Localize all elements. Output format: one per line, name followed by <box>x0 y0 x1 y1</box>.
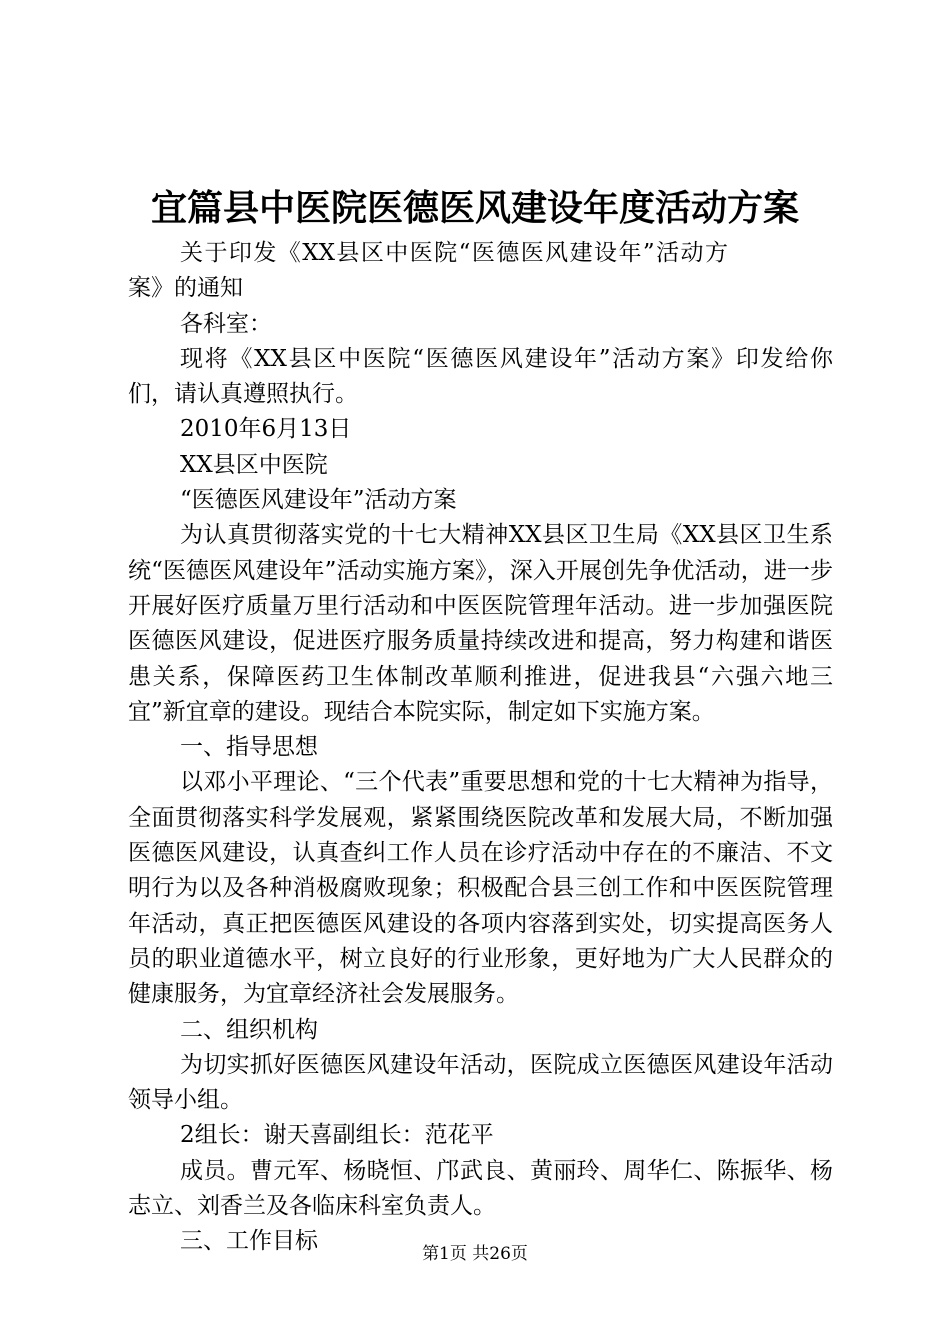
intro-paragraph: 为认真贯彻落实党的十七大精神XX县区卫生局《XX县区卫生系统“医德医风建设年”活动实施方案》，深入开展创先争优活动，进一步开展好医疗质量万里行活动和中医医院管理年活动。进一步加强医院医德医风建设，促进医疗服务质量持续改进和提高，努力构建和谐医患关系，保障医药卫生体制改革顺利推进，促进我县“六强六地三宜”新宜章的建设。现结合本院实际，制定如下实施方案。 <box>128 522 833 725</box>
guiding-ideology-paragraph: 以邓小平理论、“三个代表”重要思想和党的十七大精神为指导，全面贯彻落实科学发展观，紧紧围绕医院改革和发展大局，不断加强医德医风建设，认真查纠工作人员在诊疗活动中存在的不廉洁、不文明行为以及各种消极腐败现象；积极配合县三创工作和中医医院管理年活动，真正把医德医风建设的各项内容落到实处，切实提高医务人员的职业道德水平，树立良好的行业形象，更好地为广大人民群众的健康服务，为宜章经济社会发展服务。 <box>128 769 833 1008</box>
notice-paragraph: 现将《XX县区中医院“医德医风建设年”活动方案》印发给你们，请认真遵照执行。 <box>128 345 833 408</box>
addressee: 各科室： <box>180 310 272 337</box>
document-title: 宜篇县中医院医德医风建设年度活动方案 <box>150 187 799 229</box>
page-footer: 第1页 共26页 <box>422 1244 528 1264</box>
notice-date: 2010年6月13日 <box>180 416 352 443</box>
section-heading-guiding-ideology: 一、指导思想 <box>180 734 318 761</box>
section-heading-work-goals: 三、工作目标 <box>180 1228 318 1255</box>
leaders-line: 2组长：谢天喜副组长：范花平 <box>180 1122 494 1149</box>
notice-heading: 关于印发《XX县区中医院“医德医风建设年”活动方案》的通知 <box>128 240 728 302</box>
issuer: XX县区中医院 <box>180 451 328 478</box>
plan-heading: “医德医风建设年”活动方案 <box>180 487 457 514</box>
organization-paragraph: 为切实抓好医德医风建设年活动，医院成立医德医风建设年活动领导小组。 <box>128 1051 833 1114</box>
document-body <box>128 236 833 1260</box>
members-paragraph: 成员。曹元军、杨晓恒、邝武良、黄丽玲、周华仁、陈振华、杨志立、刘香兰及各临床科室负责人。 <box>128 1157 833 1220</box>
section-heading-organization: 二、组织机构 <box>180 1016 318 1043</box>
